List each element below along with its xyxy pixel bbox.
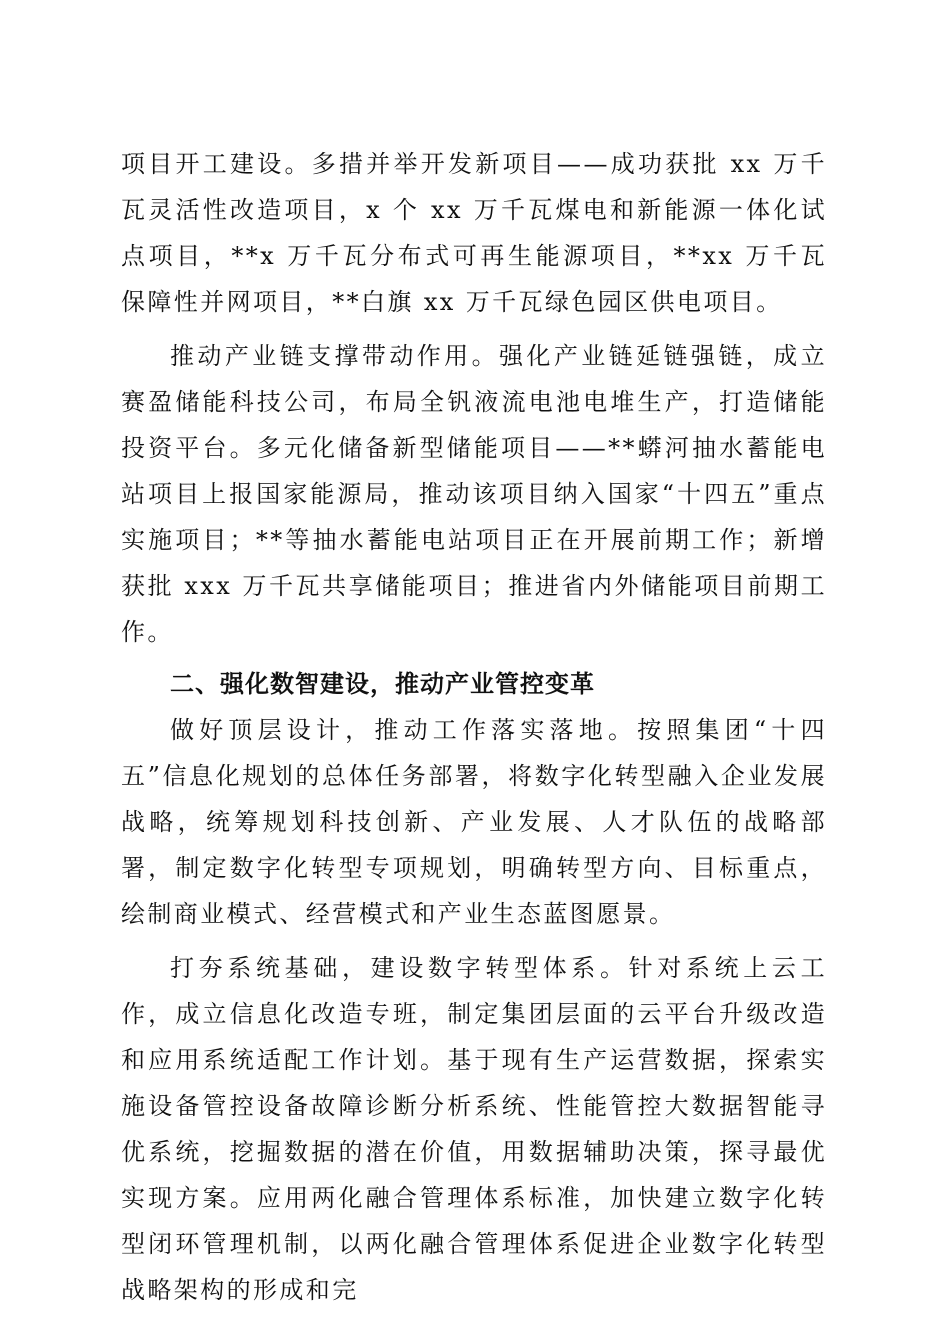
paragraph-system-foundation: 打夯系统基础，建设数字转型体系。针对系统上云工作，成立信息化改造专班，制定集团层面的云平台升级改造和应用系统适配工作计划。基于现有生产运营数据，探索实施设备管控设备故障诊断分析系统、性能管控大数据智能寻优系统，挖掘数据的潜在价值，用数据辅助决策，探寻最优实现方案。应用两化融合管理体系标准，加快建立数字化转型闭环管理机制，以两化融合管理体系促进企业数字化转型战略架构的形成和完 (121, 954, 827, 1304)
document-body (121, 141, 827, 1313)
paragraph-project-construction: 项目开工建设。多措并举开发新项目——成功获批 xx 万千瓦灵活性改造项目，x 个 xx 万千瓦煤电和新能源一体化试点项目，**x 万千瓦分布式可再生能源项目，**xx 万千瓦保障性并网项目，**白旗 xx 万千瓦绿色园区供电项目。 (121, 150, 827, 316)
section-heading-digital: 二、强化数智建设，推动产业管控变革 (170, 670, 595, 698)
paragraph-top-level-design: 做好顶层设计，推动工作落实落地。按照集团“十四五”信息化规划的总体任务部署，将数字化转型融入企业发展战略，统筹规划科技创新、产业发展、人才队伍的战略部署，制定数字化转型专项规划，明确转型方向、目标重点，绘制商业模式、经营模式和产业生态蓝图愿景。 (121, 716, 827, 928)
paragraph-industry-chain: 推动产业链支撑带动作用。强化产业链延链强链，成立赛盈储能科技公司，布局全钒液流电池电堆生产，打造储能投资平台。多元化储备新型储能项目——**蟒河抽水蓄能电站项目上报国家能源局，推动该项目纳入国家“十四五”重点实施项目；**等抽水蓄能电站项目正在开展前期工作；新增获批 xxx 万千瓦共享储能项目；推进省内外储能项目前期工作。 (121, 342, 827, 646)
